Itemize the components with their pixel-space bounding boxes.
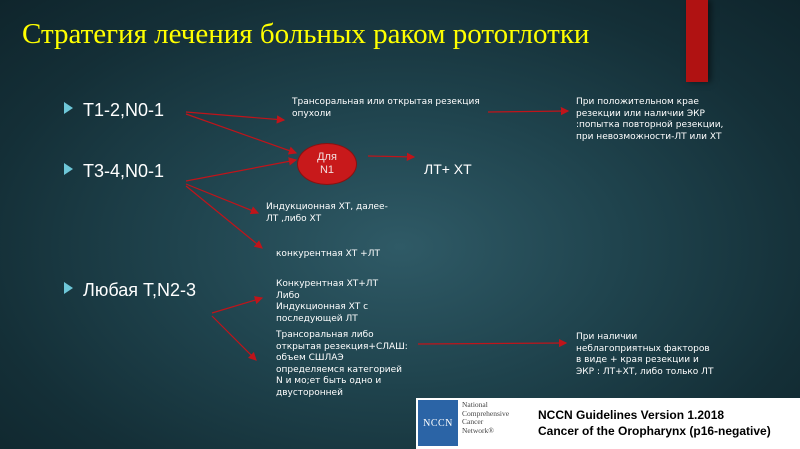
text-line: Индукционная ХТ, далее- bbox=[266, 202, 388, 212]
text-line: в виде + края резекции и bbox=[576, 355, 699, 365]
org-line: Network® bbox=[462, 425, 494, 435]
box-concurrent: конкурентная ХТ +ЛТ bbox=[276, 249, 380, 259]
text-line: объем СШЛАЭ bbox=[276, 353, 344, 363]
arrow-transoral-positive bbox=[488, 111, 568, 112]
text-line: неблагоприятных факторов bbox=[576, 343, 710, 354]
arrow-n23-option1 bbox=[212, 298, 262, 313]
text-line: При положительном крае bbox=[576, 97, 699, 107]
arrow-t34-circle bbox=[186, 160, 296, 181]
org-line: National bbox=[462, 400, 488, 409]
box-induction bbox=[266, 202, 388, 225]
text-line: последующей ЛТ bbox=[276, 313, 358, 324]
page-title: Стратегия лечения больных раком ротоглотки bbox=[22, 18, 590, 50]
org-line: Comprehensive bbox=[462, 408, 510, 418]
text-line: открытая резекция+СЛАШ: bbox=[276, 341, 408, 352]
arrow-t34-induction bbox=[186, 184, 258, 213]
text-line: ЛТ ,либо ХТ bbox=[266, 213, 322, 224]
nccn-footer-banner bbox=[416, 398, 800, 449]
circle-line: Для bbox=[317, 151, 337, 163]
text-line: резекции или наличии ЭКР bbox=[576, 108, 705, 119]
nccn-logo: NCCN bbox=[418, 400, 458, 446]
text-line: Либо bbox=[276, 290, 300, 301]
text-line: Конкурентная ХТ+ЛТ bbox=[276, 279, 379, 289]
bullet-label: T1-2,N0-1 bbox=[83, 100, 165, 120]
text-line: опухоли bbox=[292, 108, 332, 119]
bullet-label: T3-4,N0-1 bbox=[83, 161, 165, 181]
arrow-option2-unfavorable bbox=[418, 343, 566, 344]
bullet-label: Любая T,N2-3 bbox=[83, 280, 196, 300]
text-line: ЭКР : ЛТ+ХТ, либо только ЛТ bbox=[576, 366, 714, 377]
text-line: N и мо;ет быть одно и bbox=[276, 376, 382, 386]
text-line: двусторонней bbox=[276, 387, 343, 398]
text-line: Индукционная ХТ с bbox=[276, 302, 369, 312]
arrow-n23-option2 bbox=[212, 316, 256, 360]
box-positive-edge bbox=[576, 97, 723, 143]
org-line: Cancer bbox=[462, 417, 484, 427]
arrow-circle-lt bbox=[368, 156, 414, 157]
nccn-org-name bbox=[462, 401, 509, 435]
text-line: при невозможности-ЛТ или ХТ bbox=[576, 131, 722, 142]
box-transoral bbox=[292, 97, 480, 120]
arrow-t34-concurrent bbox=[186, 186, 262, 248]
text-line: При наличии bbox=[576, 332, 638, 342]
box-unfavorable bbox=[576, 332, 713, 378]
box-n23-option1 bbox=[276, 279, 378, 325]
circle-line: N1 bbox=[319, 164, 335, 176]
text-line: :попытка повторной резекции, bbox=[576, 120, 724, 130]
text-line: Трансоральная либо bbox=[276, 330, 374, 340]
lt-xt-label: ЛТ+ ХТ bbox=[424, 161, 472, 177]
text-line: определяемся категорией bbox=[276, 364, 403, 375]
guidelines-version: NCCN Guidelines Version 1.2018 bbox=[538, 408, 725, 422]
guidelines-topic: Cancer of the Oropharynx (p16-negative) bbox=[538, 424, 771, 438]
n1-circle bbox=[298, 144, 356, 184]
box-n23-option2 bbox=[276, 330, 408, 399]
text-line: Трансоральная или открытая резекция bbox=[292, 97, 480, 107]
